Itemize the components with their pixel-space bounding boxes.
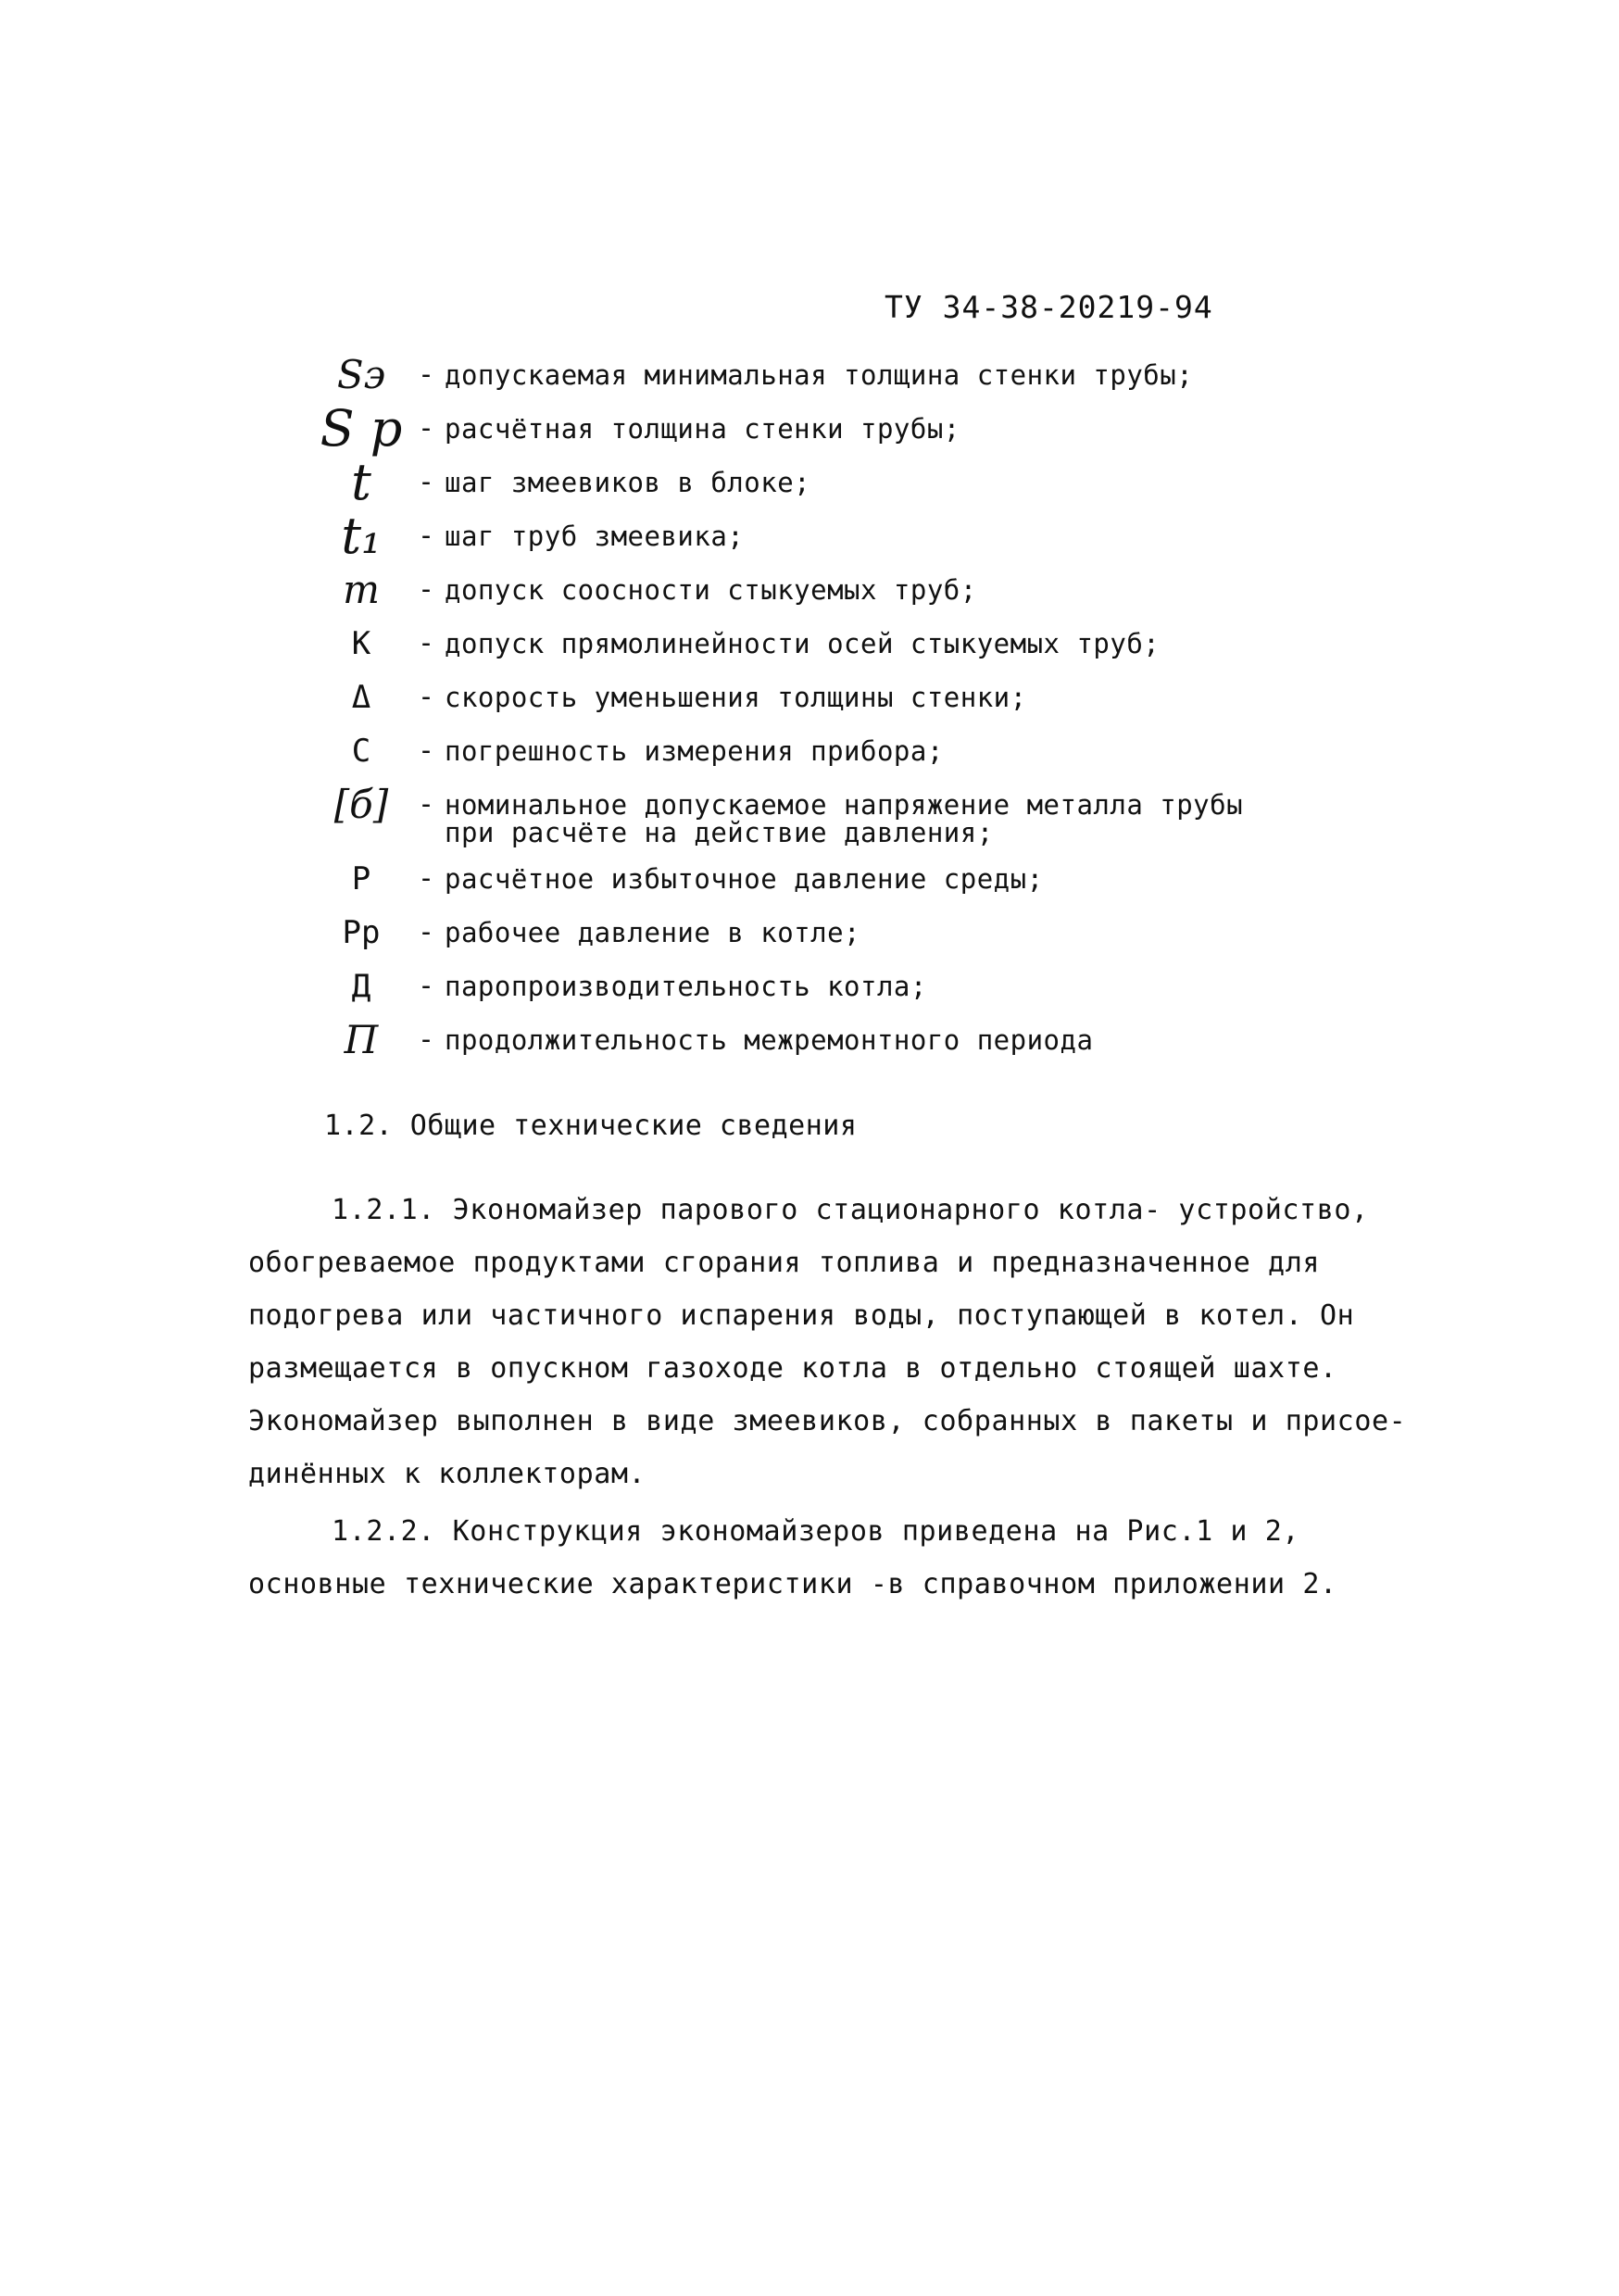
definition-text: допуск соосности стыкуемых труб;: [445, 574, 977, 606]
section-heading: 1.2. Общие технические сведения: [324, 1110, 858, 1142]
definition-dash: -: [417, 466, 435, 498]
definition-text: допускаемая минимальная толщина стенки трубы;: [445, 359, 1194, 391]
definition-dash: -: [417, 788, 435, 821]
definition-row: [315, 730, 1315, 772]
definition-symbol: Δ: [351, 679, 371, 716]
definition-dash: -: [417, 358, 435, 391]
paragraph-1-2-1: [248, 1184, 1407, 1500]
definition-dash: -: [417, 970, 435, 1002]
definition-dash: -: [417, 734, 435, 767]
definition-text: шаг змеевиков в блоке;: [445, 467, 811, 498]
definition-row: [315, 911, 1315, 954]
definition-dash: -: [417, 573, 435, 606]
definition-symbol: Sэ: [336, 352, 386, 397]
definition-text: расчётная толщина стенки трубы;: [445, 413, 960, 445]
definition-row: [315, 965, 1315, 1008]
definition-row: [315, 1019, 1315, 1061]
paragraph-line: 1.2.2. Конструкция экономайзеров приведена на Рис.1 и 2,: [332, 1515, 1300, 1548]
definition-text: шаг труб змеевика;: [445, 521, 745, 552]
definition-symbol: t: [351, 453, 371, 511]
definitions-list: [315, 354, 1315, 1061]
definition-symbol: К: [351, 625, 371, 662]
definition-symbol: Рр: [342, 914, 381, 951]
paragraph-line: обогреваемое продуктами сгорания топлива и предназначенное для: [248, 1247, 1321, 1279]
definition-text: допуск прямолинейности осей стыкуемых труб;: [445, 628, 1161, 659]
definition-text: рабочее давление в котле;: [445, 917, 860, 948]
paragraph-line: Экономайзер выполнен в виде змеевиков, собранных в пакеты и присое-: [248, 1405, 1407, 1437]
definition-row: [315, 399, 1315, 458]
definition-row: [315, 858, 1315, 900]
definition-row: [315, 622, 1315, 665]
definition-text: продолжительность межремонтного периода: [445, 1024, 1094, 1056]
document-code: ТУ 34-38-20219-94: [885, 289, 1213, 325]
definition-symbol: Д: [351, 968, 371, 1005]
definition-text: паропроизводительность котла;: [445, 971, 927, 1002]
definition-symbol: t₁: [341, 507, 382, 565]
definition-symbol: S р: [320, 399, 403, 458]
definition-row: [315, 569, 1315, 611]
definition-row: [315, 784, 1315, 847]
definition-dash: -: [417, 627, 435, 659]
definition-row: [315, 676, 1315, 719]
definition-text: расчётное избыточное давление среды;: [445, 863, 1044, 895]
definition-dash: -: [417, 681, 435, 713]
definition-symbol: П: [344, 1017, 379, 1062]
definition-symbol: m: [343, 567, 380, 612]
definition-dash: -: [417, 916, 435, 948]
definition-text: погрешность измерения прибора;: [445, 735, 944, 767]
definition-dash: -: [417, 1023, 435, 1056]
definition-dash: -: [417, 862, 435, 895]
paragraph-line: подогрева или частичного испарения воды, поступающей в котел. Он: [248, 1299, 1355, 1332]
definition-symbol: С: [351, 733, 371, 770]
definition-dash: -: [417, 520, 435, 552]
definition-row: [315, 354, 1315, 396]
paragraph-line: размещается в опускном газоходе котла в отдельно стоящей шахте.: [248, 1352, 1337, 1385]
paragraph-line: основные технические характеристики -в справочном приложении 2.: [248, 1568, 1337, 1600]
definition-row: [315, 507, 1315, 565]
definition-dash: -: [417, 412, 435, 445]
definition-text: номинальное допускаемое напряжение металла трубы при расчёте на действие давления;: [445, 789, 1244, 848]
paragraph-1-2-2: [248, 1505, 1397, 1611]
definition-text: скорость уменьшения толщины стенки;: [445, 682, 1027, 713]
definition-row: [315, 453, 1315, 511]
paragraph-line: 1.2.1. Экономайзер парового стационарного котла- устройство,: [332, 1194, 1369, 1226]
definition-symbol: [б]: [333, 782, 389, 827]
definition-symbol: Р: [351, 860, 371, 897]
paragraph-line: динённых к коллекторам.: [248, 1458, 646, 1490]
